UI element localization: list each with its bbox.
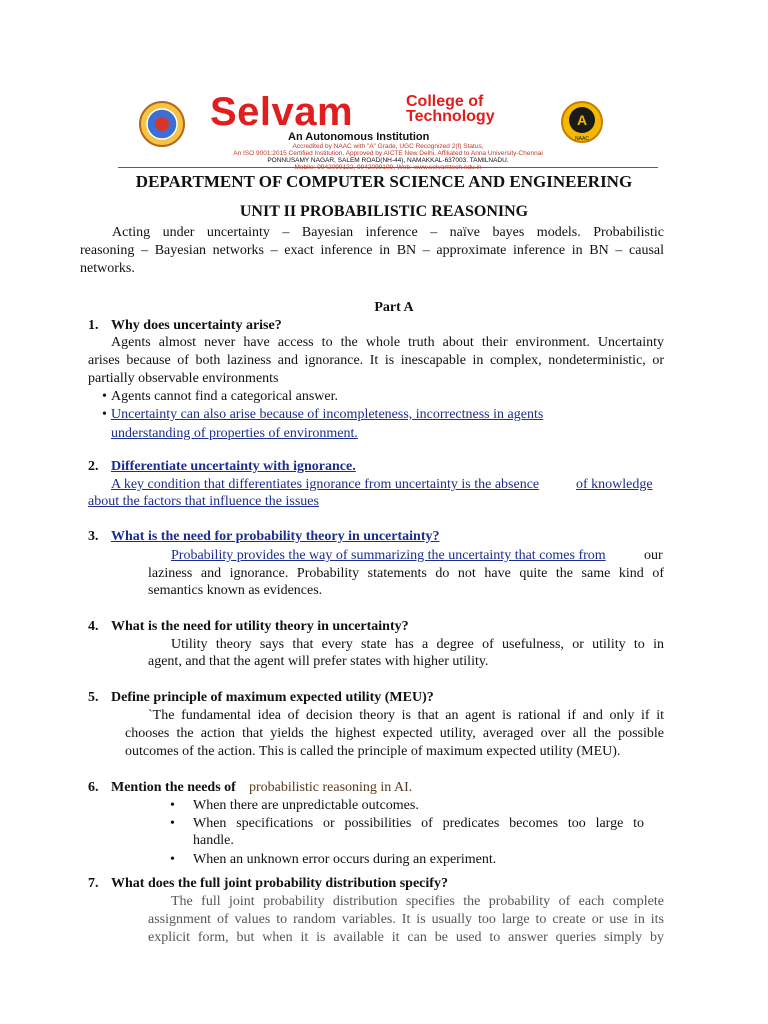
q3-question[interactable]: What is the need for probability theory in uncertainty? (111, 529, 440, 544)
part-heading: Part A (374, 300, 414, 315)
iso-line: An ISO 9001:2015 Certified Institution, Approved by AICTE New Delhi, Affiliated to Anna University-Chennai (233, 150, 543, 157)
department-title: DEPARTMENT OF COMPUTER SCIENCE AND ENGINEERING (135, 172, 633, 191)
q4-question: What is the need for utility theory in uncertainty? (111, 619, 409, 634)
q3-answer-rest: our (644, 548, 663, 563)
q1-answer-line-3: partially observable environments (88, 371, 279, 386)
college-letterhead (118, 90, 658, 171)
q6-bullet-2-line-1: When specifications or possibilities of predicates becomes too large to (193, 816, 644, 831)
q6-bullet-2-line-2: handle. (193, 833, 234, 848)
q6-bullet-1: When there are unpredictable outcomes. (193, 798, 419, 813)
naac-grade-icon (560, 100, 604, 144)
q5-answer-line-3: outcomes of the action. This is called the principle of maximum expected utility (MEU). (125, 744, 621, 759)
q6-number: 6. (88, 780, 99, 795)
bullet-icon: • (102, 407, 107, 422)
syllabus-line-1: Acting under uncertainty – Bayesian inference – naïve bayes models. Probabilistic (112, 225, 664, 240)
q1-bullet-2-line-2[interactable]: understanding of properties of environment. (111, 426, 358, 441)
q7-answer-line-2: assignment of values to random variables. It is usually too large to create or use in its (148, 912, 664, 927)
bullet-icon: • (170, 798, 175, 813)
q5-question: Define principle of maximum expected utility (MEU)? (111, 690, 434, 705)
q2-answer-part-2[interactable]: of knowledge (576, 477, 653, 492)
q3-number: 3. (88, 529, 99, 544)
q6-question-part-1: Mention the needs of (111, 780, 236, 795)
q1-bullet-1: Agents cannot find a categorical answer. (111, 389, 339, 404)
q2-question[interactable]: Differentiate uncertainty with ignorance. (111, 459, 356, 474)
q3-answer-line-3: semantics known as evidences. (148, 583, 323, 598)
header-divider (118, 167, 658, 168)
college-sub-line2: Technology (406, 108, 495, 125)
q4-number: 4. (88, 619, 99, 634)
q1-number: 1. (88, 318, 99, 333)
college-emblem-icon (138, 100, 186, 148)
q1-bullet-2-line-1[interactable]: Uncertainty can also arise because of incompleteness, incorrectness in agents (111, 407, 544, 422)
naac-grade-letter: A (576, 112, 588, 128)
accreditation-line: Accredited by NAAC with "A" Grade, UGC Recognized 2(f) Status, (292, 143, 484, 150)
q5-number: 5. (88, 690, 99, 705)
unit-title: UNIT II PROBABILISTIC REASONING (239, 203, 529, 220)
q2-number: 2. (88, 459, 99, 474)
q6-question-part-2: probabilistic reasoning in AI. (249, 780, 413, 795)
bullet-icon: • (170, 852, 175, 867)
q1-answer-line-1: Agents almost never have access to the whole truth about their environment. Uncertainty (111, 335, 664, 350)
bullet-icon: • (170, 816, 175, 831)
bullet-icon: • (102, 389, 107, 404)
q2-answer-line-2[interactable]: about the factors that influence the issues (88, 494, 319, 509)
syllabus-line-2: reasoning – Bayesian networks – exact inference in BN – approximate inference in BN – causal (80, 243, 664, 258)
q7-answer-line-1: The full joint probability distribution specifies the probability of each complete (171, 894, 664, 909)
q3-answer-line-2: laziness and ignorance. Probability statements do not have quite the same kind of (148, 566, 664, 581)
q1-question: Why does uncertainty arise? (111, 318, 282, 333)
address-line: PONNUSAMY NAGAR, SALEM ROAD(NH-44), NAMAKKAL-637003. TAMILNADU. (267, 157, 509, 164)
college-sub-line1: College of (406, 93, 484, 110)
autonomous-label: An Autonomous Institution (288, 131, 430, 143)
q4-answer-line-2: agent, and that the agent will prefer states with higher utility. (148, 654, 489, 669)
q1-answer-line-2: arises because of both laziness and ignorance. It is inescapable in complex, nondeterministic, or (88, 353, 664, 368)
q4-answer-line-1: Utility theory says that every state has a degree of usefulness, or utility to in (171, 637, 664, 652)
contact-line: Mobile: 9942099122, 9942099109, Web: www.selvamtech.edu.in (294, 164, 482, 171)
q7-question: What does the full joint probability distribution specify? (111, 876, 448, 891)
syllabus-line-3: networks. (80, 261, 135, 276)
college-name: Selvam (210, 90, 354, 134)
q7-number: 7. (88, 876, 99, 891)
q5-answer-line-2: chooses the action that yields the highest expected utility, averaged over all the possible (125, 726, 664, 741)
q7-answer-line-3: explicit form, but when it is available it can be used to answer queries simply by (148, 930, 664, 945)
q2-answer-part-1[interactable]: A key condition that differentiates ignorance from uncertainty is the absence (111, 477, 540, 492)
naac-badge-text: NAAC (575, 136, 589, 142)
q3-answer-link[interactable]: Probability provides the way of summarizing the uncertainty that comes from (171, 548, 606, 563)
q5-answer-line-1: `The fundamental idea of decision theory is that an agent is rational if and only if it (148, 708, 664, 723)
q6-bullet-3: When an unknown error occurs during an experiment. (193, 852, 497, 867)
college-name-suffix (406, 94, 495, 124)
